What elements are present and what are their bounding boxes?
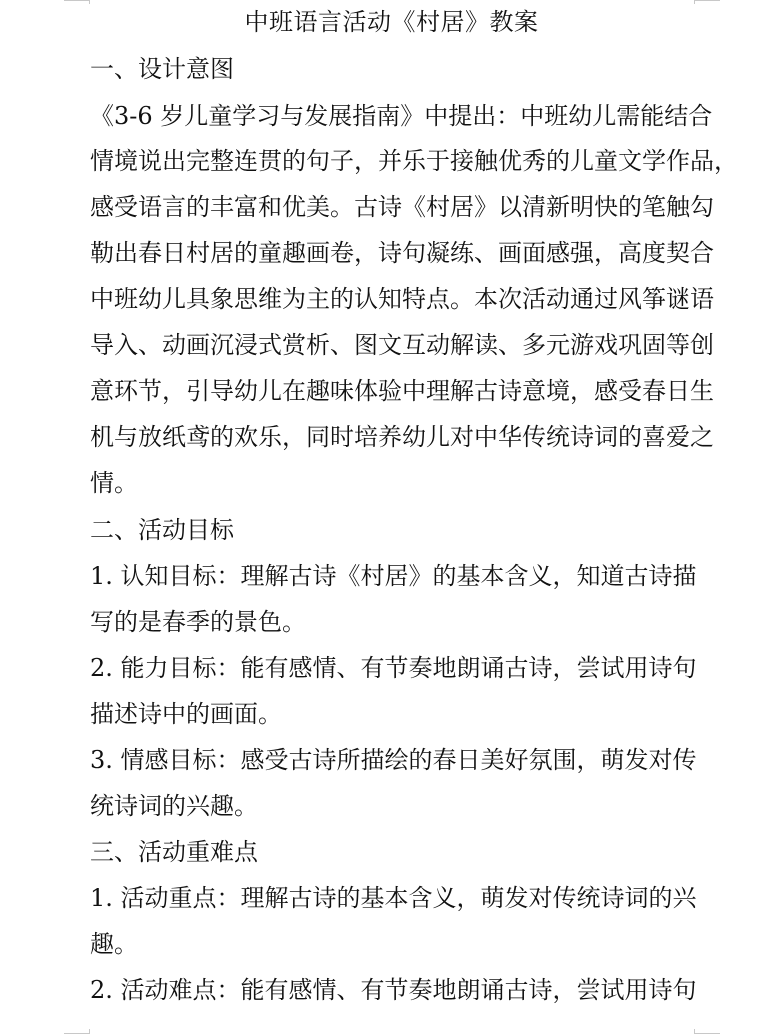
section-heading-key-difficult-points: 三、活动重难点: [90, 838, 258, 866]
section-heading-design-intent: 一、设计意图: [90, 55, 234, 83]
paragraph-line: 意环节，引导幼儿在趣味体验中理解古诗意境，感受春日生: [90, 377, 714, 405]
paragraph-line: 情境说出完整连贯的句子，并乐于接触优秀的儿童文学作品，: [90, 147, 738, 175]
paragraph-line: 机与放纸鸢的欢乐，同时培养幼儿对中华传统诗词的喜爱之: [90, 423, 714, 451]
key-point-line: 2. 活动难点：能有感情、有节奏地朗诵古诗，尝试用诗句: [90, 976, 697, 1004]
crop-mark-bottom-left-vertical: [89, 1029, 90, 1034]
goal-line: 统诗词的兴趣。: [90, 792, 258, 820]
paragraph-line: 导入、动画沉浸式赏析、图文互动解读、多元游戏巩固等创: [90, 331, 714, 359]
crop-mark-bottom-right: [694, 1033, 720, 1034]
goal-line: 3. 情感目标：感受古诗所描绘的春日美好氛围，萌发对传: [90, 746, 697, 774]
crop-mark-bottom-left: [64, 1033, 90, 1034]
goal-line: 描述诗中的画面。: [90, 700, 282, 728]
crop-mark-top-left: [64, 0, 90, 1]
key-point-line: 1. 活动重点：理解古诗的基本含义，萌发对传统诗词的兴: [90, 884, 697, 912]
paragraph-line: 情。: [90, 469, 138, 497]
goal-line: 写的是春季的景色。: [90, 608, 306, 636]
document-title: 中班语言活动《村居》教案: [244, 8, 539, 36]
crop-mark-top-right: [694, 0, 720, 1]
paragraph-line: 感受语言的丰富和优美。古诗《村居》以清新明快的笔触勾: [90, 193, 714, 221]
paragraph-line: 《3-6 岁儿童学习与发展指南》中提出：中班幼儿需能结合: [90, 102, 713, 130]
goal-line: 1. 认知目标：理解古诗《村居》的基本含义，知道古诗描: [90, 562, 697, 590]
paragraph-line: 勒出春日村居的童趣画卷，诗句凝练、画面感强，高度契合: [90, 239, 714, 267]
paragraph-line: 中班幼儿具象思维为主的认知特点。本次活动通过风筝谜语: [90, 285, 714, 313]
key-point-line: 趣。: [90, 930, 138, 958]
crop-mark-bottom-right-vertical: [694, 1029, 695, 1034]
goal-line: 2. 能力目标：能有感情、有节奏地朗诵古诗，尝试用诗句: [90, 654, 697, 682]
section-heading-activity-goals: 二、活动目标: [90, 516, 234, 544]
